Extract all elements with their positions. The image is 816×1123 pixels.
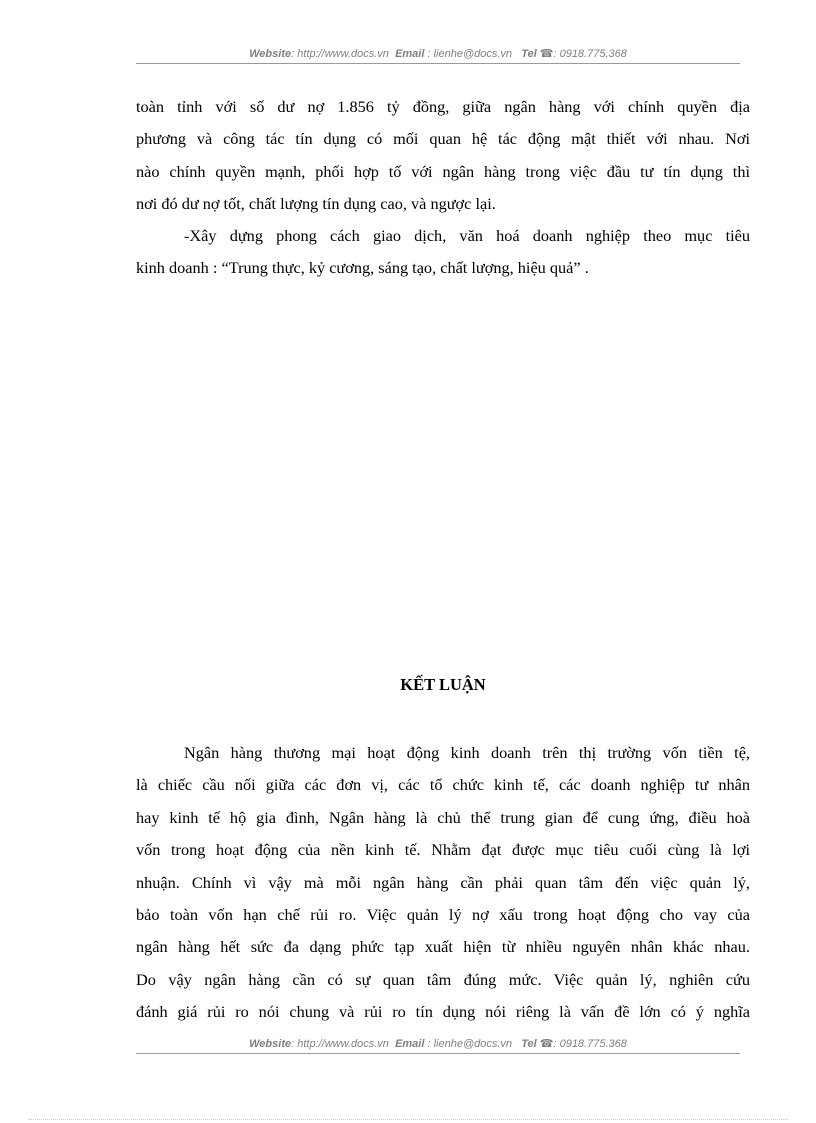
- text-line: kinh doanh : “Trung thực, kỷ cương, sáng tạo, chất lượng, hiệu quả” .: [136, 258, 589, 278]
- text-line: ngân hàng hết sức đa dạng phức tạp xuất hiện từ nhiều nguyên nhân khác nhau.: [136, 937, 750, 957]
- website-value[interactable]: : http://www.docs.vn: [291, 48, 389, 60]
- website-label: Website: [249, 1038, 292, 1050]
- website-label: Website: [249, 48, 292, 60]
- phone-icon: ☎: [539, 1038, 554, 1050]
- text-line: -Xây dựng phong cách giao dịch, văn hoá doanh nghiệp theo mục tiêu: [184, 226, 750, 245]
- page-header-bottom: [136, 1037, 740, 1054]
- email-label: Email: [395, 48, 425, 60]
- text-line: bảo toàn vốn hạn chế rủi ro. Việc quản lý nợ xấu trong hoạt động cho vay của: [136, 905, 750, 925]
- text-line: vốn trong hoạt động của nền kinh tế. Nhằm đạt được mục tiêu cuối cùng là lợi: [136, 840, 750, 860]
- text-line: nơi đó dư nợ tốt, chất lượng tín dụng cao, và ngược lại.: [136, 194, 496, 214]
- phone-icon: ☎: [539, 48, 554, 60]
- paragraph-2: [136, 220, 750, 285]
- website-value[interactable]: : http://www.docs.vn: [291, 1038, 389, 1050]
- text-line: nào chính quyền mạnh, phối hợp tố với ngân hàng trong việc đầu tư tín dụng thì: [136, 161, 750, 181]
- tel-label: Tel: [521, 48, 537, 60]
- tel-value: : 0918.775.368: [553, 1038, 627, 1050]
- text-line: nhuận. Chính vì vậy mà mỗi ngân hàng cần phải quan tâm đến việc quản lý,: [136, 872, 750, 892]
- email-label: Email: [395, 1038, 425, 1050]
- paragraph-3: [136, 737, 750, 1029]
- tel-value: : 0918.775.368: [553, 48, 627, 60]
- text-line: Ngân hàng thương mại hoạt động kinh doanh trên thị trường vốn tiền tệ,: [184, 743, 750, 762]
- text-line: hay kinh tế hộ gia đình, Ngân hàng là chủ thể trung gian để cung ứng, điều hoà: [136, 807, 750, 827]
- text-line: đánh giá rủi ro nói chung và rủi ro tín dụng nói riêng là vấn đề lớn có ý nghĩa: [136, 1002, 750, 1022]
- text-line: là chiếc cầu nối giữa các đơn vị, các tổ chức kinh tế, các doanh nghiệp tư nhân: [136, 775, 750, 795]
- paragraph-1: [136, 91, 750, 221]
- email-value[interactable]: : lienhe@docs.vn: [424, 1038, 513, 1050]
- page-break-divider: [28, 1119, 788, 1120]
- page-header-top: [136, 47, 740, 64]
- tel-label: Tel: [521, 1038, 537, 1050]
- text-line: toàn tỉnh với số dư nợ 1.856 tỷ đồng, giữa ngân hàng với chính quyền địa: [136, 97, 750, 116]
- text-line: phương và công tác tín dụng có mối quan hệ tác động mật thiết với nhau. Nơi: [136, 129, 750, 149]
- email-value[interactable]: : lienhe@docs.vn: [424, 48, 513, 60]
- section-heading: KẾT LUẬN: [400, 675, 486, 694]
- text-line: Do vậy ngân hàng cần có sự quan tâm đúng mức. Việc quản lý, nghiên cứu: [136, 969, 750, 989]
